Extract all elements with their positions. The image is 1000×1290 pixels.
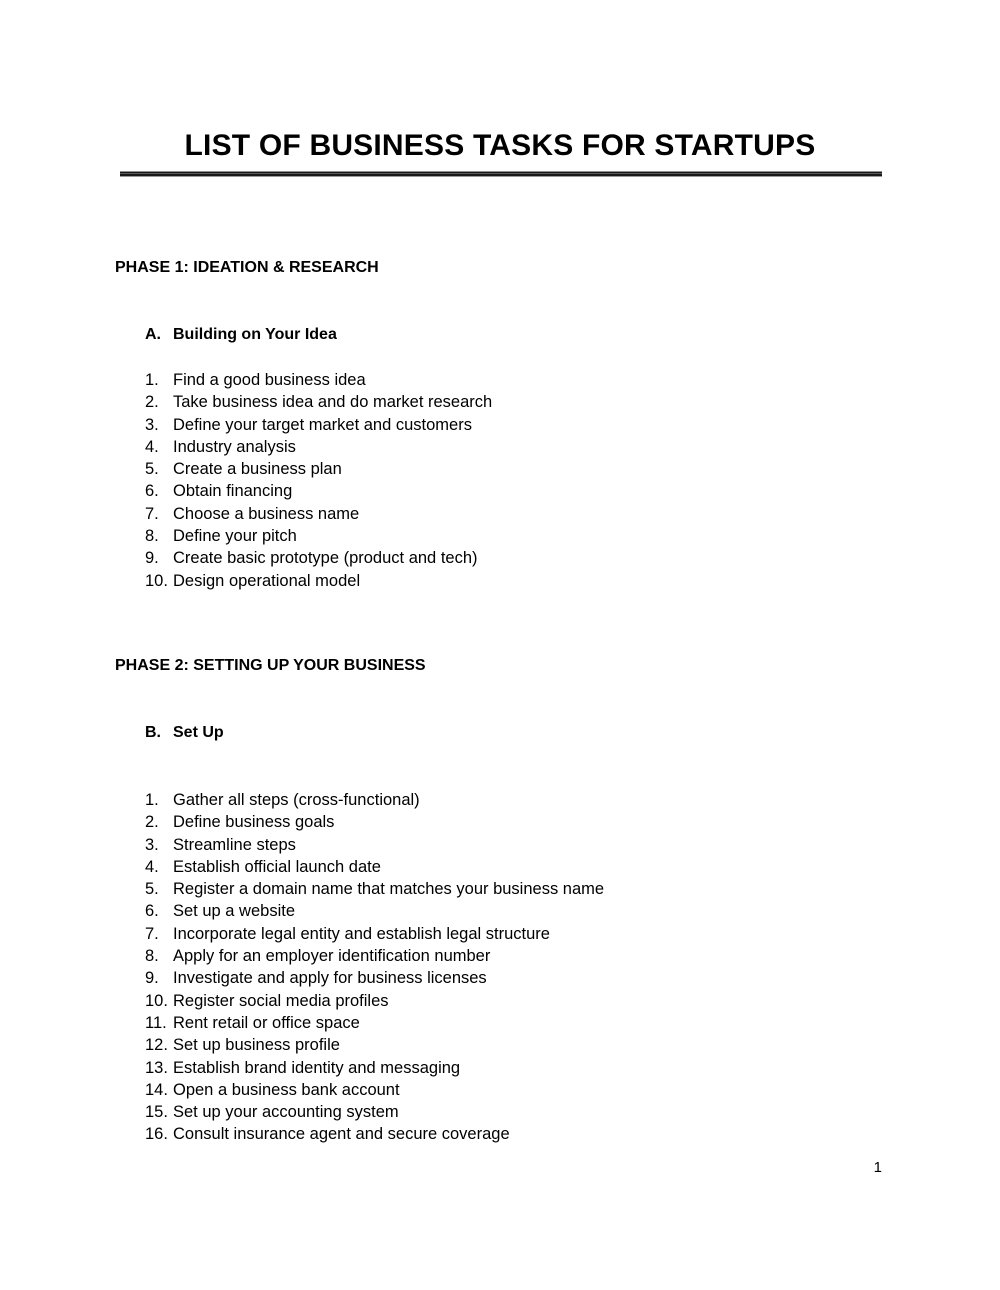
list-item-label: Register social media profiles — [173, 991, 389, 1010]
list-item — [145, 1101, 604, 1123]
phase-1-heading: PHASE 1: IDEATION & RESEARCH — [115, 259, 379, 276]
list-item-number: 8. — [145, 947, 159, 966]
list-item — [145, 1123, 604, 1145]
list-item — [145, 525, 492, 547]
list-item-label: Establish brand identity and messaging — [173, 1058, 461, 1077]
section-b-heading — [145, 723, 224, 743]
list-item — [145, 811, 604, 833]
list-item — [145, 967, 604, 989]
list-item-label: Define your target market and customers — [173, 415, 472, 434]
list-item — [145, 923, 604, 945]
list-item-number: 13. — [145, 1058, 168, 1077]
list-item — [145, 834, 604, 856]
list-item-label: Incorporate legal entity and establish legal structure — [173, 924, 550, 943]
list-item — [145, 414, 492, 436]
title-divider-rule — [120, 171, 882, 178]
section-a-heading — [145, 325, 337, 345]
list-item-number: 9. — [145, 549, 159, 568]
list-item — [145, 990, 604, 1012]
list-item — [145, 856, 604, 878]
list-item-number: 14. — [145, 1080, 168, 1099]
list-item — [145, 391, 492, 413]
phase-2-task-list — [145, 789, 604, 1146]
list-item-label: Obtain financing — [173, 482, 293, 501]
section-a-letter: A. — [145, 326, 161, 343]
page-title: LIST OF BUSINESS TASKS FOR STARTUPS — [184, 129, 816, 163]
list-item — [145, 1079, 604, 1101]
list-item-number: 11. — [145, 1013, 167, 1032]
section-b-letter: B. — [145, 724, 161, 741]
list-item — [145, 900, 604, 922]
list-item — [145, 789, 604, 811]
list-item — [145, 503, 492, 525]
phase-1-task-list — [145, 369, 492, 592]
list-item-number: 10. — [145, 571, 168, 590]
list-item — [145, 878, 604, 900]
list-item-number: 16. — [145, 1125, 168, 1144]
list-item-label: Create basic prototype (product and tech) — [173, 549, 478, 568]
list-item-number: 2. — [145, 393, 159, 412]
list-item-number: 1. — [145, 791, 159, 809]
list-item-number: 4. — [145, 437, 159, 456]
section-b-title: Set Up — [173, 724, 224, 741]
list-item-label: Define business goals — [173, 813, 335, 832]
list-item-label: Apply for an employer identification number — [173, 947, 491, 966]
list-item-label: Investigate and apply for business licenses — [173, 969, 487, 988]
list-item — [145, 570, 492, 592]
list-item-label: Gather all steps (cross-functional) — [173, 791, 420, 809]
list-item — [145, 945, 604, 967]
list-item-label: Set up business profile — [173, 1036, 340, 1055]
list-item-number: 9. — [145, 969, 159, 988]
list-item-label: Rent retail or office space — [173, 1013, 360, 1032]
list-item-number: 6. — [145, 902, 159, 921]
list-item-number: 7. — [145, 504, 159, 523]
list-item-label: Industry analysis — [173, 437, 296, 456]
list-item-number: 4. — [145, 857, 159, 876]
page-number: 1 — [873, 1159, 882, 1176]
list-item-label: Design operational model — [173, 571, 361, 590]
list-item-label: Create a business plan — [173, 460, 342, 479]
list-item-number: 6. — [145, 482, 159, 501]
list-item-number: 7. — [145, 924, 159, 943]
section-a-title: Building on Your Idea — [173, 326, 337, 343]
list-item-label: Find a good business idea — [173, 371, 366, 389]
list-item — [145, 547, 492, 569]
list-item-label: Choose a business name — [173, 504, 360, 523]
list-item-number: 8. — [145, 527, 159, 546]
list-item-number: 10. — [145, 991, 168, 1010]
rule-hairline — [120, 173, 882, 174]
list-item-label: Establish official launch date — [173, 857, 381, 876]
list-item — [145, 1057, 604, 1079]
list-item-number: 15. — [145, 1103, 168, 1122]
list-item-number: 5. — [145, 460, 159, 479]
phase-2-heading: PHASE 2: SETTING UP YOUR BUSINESS — [115, 657, 426, 674]
list-item — [145, 458, 492, 480]
list-item-number: 1. — [145, 371, 159, 389]
list-item-label: Take business idea and do market research — [173, 393, 493, 412]
list-item — [145, 436, 492, 458]
list-item — [145, 1034, 604, 1056]
list-item-label: Set up a website — [173, 902, 295, 921]
list-item — [145, 1012, 604, 1034]
list-item-label: Streamline steps — [173, 835, 296, 854]
list-item-number: 3. — [145, 835, 159, 854]
list-item-number: 12. — [145, 1036, 168, 1055]
list-item-label: Register a domain name that matches your business name — [173, 880, 605, 899]
list-item — [145, 480, 492, 502]
list-item-number: 5. — [145, 880, 159, 899]
list-item-label: Open a business bank account — [173, 1080, 400, 1099]
list-item-number: 3. — [145, 415, 159, 434]
list-item-label: Consult insurance agent and secure coverage — [173, 1125, 510, 1144]
list-item-label: Define your pitch — [173, 527, 297, 546]
rule-bottom-edge — [120, 176, 882, 177]
list-item-label: Set up your accounting system — [173, 1103, 399, 1122]
list-item-number: 2. — [145, 813, 159, 832]
list-item — [145, 369, 492, 391]
